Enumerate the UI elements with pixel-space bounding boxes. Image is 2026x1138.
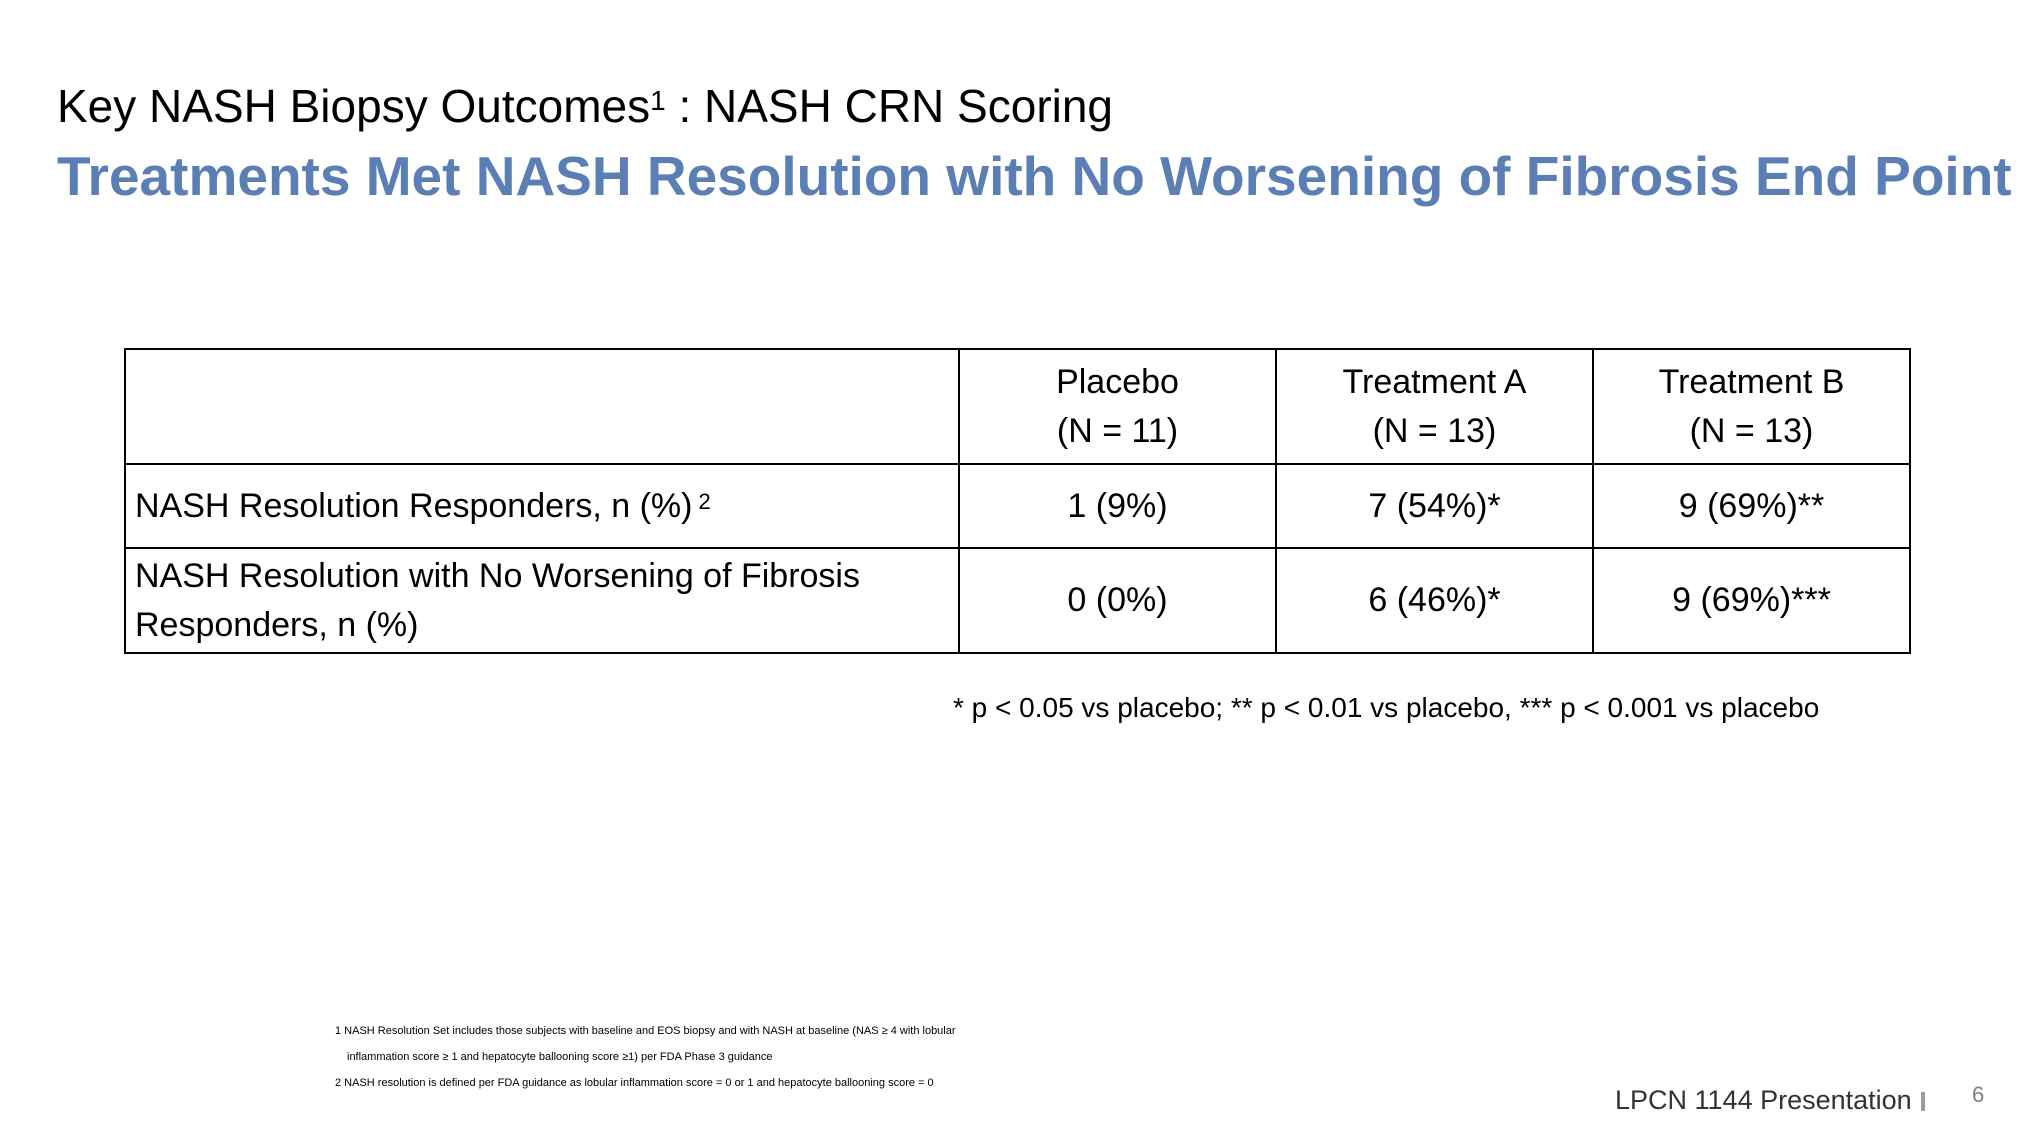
- page-number: 6: [1972, 1082, 1985, 1107]
- slide-subtitle: Treatments Met NASH Resolution with No Worsening of Fibrosis End Point: [57, 145, 2012, 207]
- header-treatment-a: [1276, 349, 1593, 464]
- presentation-label: LPCN 1144 Presentation: [1615, 1085, 1912, 1115]
- column-name: Treatment B: [1658, 362, 1845, 401]
- header-placebo: [959, 349, 1276, 464]
- row-label-line: Responders, n (%): [135, 605, 419, 644]
- row-label-text: NASH Resolution Responders, n (%): [135, 486, 693, 525]
- column-n: (N = 13): [1372, 411, 1497, 450]
- title-suffix: : NASH CRN Scoring: [665, 80, 1114, 132]
- table-header-row: [125, 349, 1910, 464]
- slide-title: [57, 78, 1113, 134]
- table-row: [125, 548, 1910, 653]
- row-footnote-ref: 2: [698, 488, 711, 514]
- row-label-nash-resolution: [125, 464, 959, 548]
- cell-treatment-b: 9 (69%)**: [1593, 464, 1910, 548]
- footnote-1: 1 NASH Resolution Set includes those subjects with baseline and EOS biopsy and with NASH at baseline (NAS ≥ 4 with lobular: [335, 1025, 956, 1037]
- table-row: [125, 464, 1910, 548]
- column-name: Treatment A: [1342, 362, 1527, 401]
- cell-treatment-a: 7 (54%)*: [1276, 464, 1593, 548]
- footnote-2: 2 NASH resolution is defined per FDA guidance as lobular inflammation score = 0 or 1 and hepatocyte ballooning score = 0: [335, 1077, 934, 1089]
- footnote-1-continued: inflammation score ≥ 1 and hepatocyte ballooning score ≥1) per FDA Phase 3 guidance: [347, 1051, 773, 1063]
- column-n: (N = 13): [1689, 411, 1814, 450]
- significance-note: * p < 0.05 vs placebo; ** p < 0.01 vs placebo, *** p < 0.001 vs placebo: [953, 692, 1820, 723]
- title-text: Key NASH Biopsy Outcomes: [57, 80, 651, 132]
- header-empty-cell: [125, 349, 959, 464]
- column-name: Placebo: [1056, 362, 1179, 401]
- header-treatment-b: [1593, 349, 1910, 464]
- title-footnote-ref: 1: [650, 85, 666, 116]
- row-label-nash-resolution-no-fibrosis-worsening: [125, 548, 959, 653]
- footer-divider: [1921, 1092, 1925, 1111]
- cell-placebo: 0 (0%): [959, 548, 1276, 653]
- column-n: (N = 11): [1056, 411, 1179, 450]
- row-label-line: NASH Resolution with No Worsening of Fibrosis: [135, 556, 860, 595]
- cell-treatment-b: 9 (69%)***: [1593, 548, 1910, 653]
- cell-treatment-a: 6 (46%)*: [1276, 548, 1593, 653]
- footnotes: [335, 1018, 956, 1096]
- biopsy-outcomes-table: [124, 348, 1911, 654]
- cell-placebo: 1 (9%): [959, 464, 1276, 548]
